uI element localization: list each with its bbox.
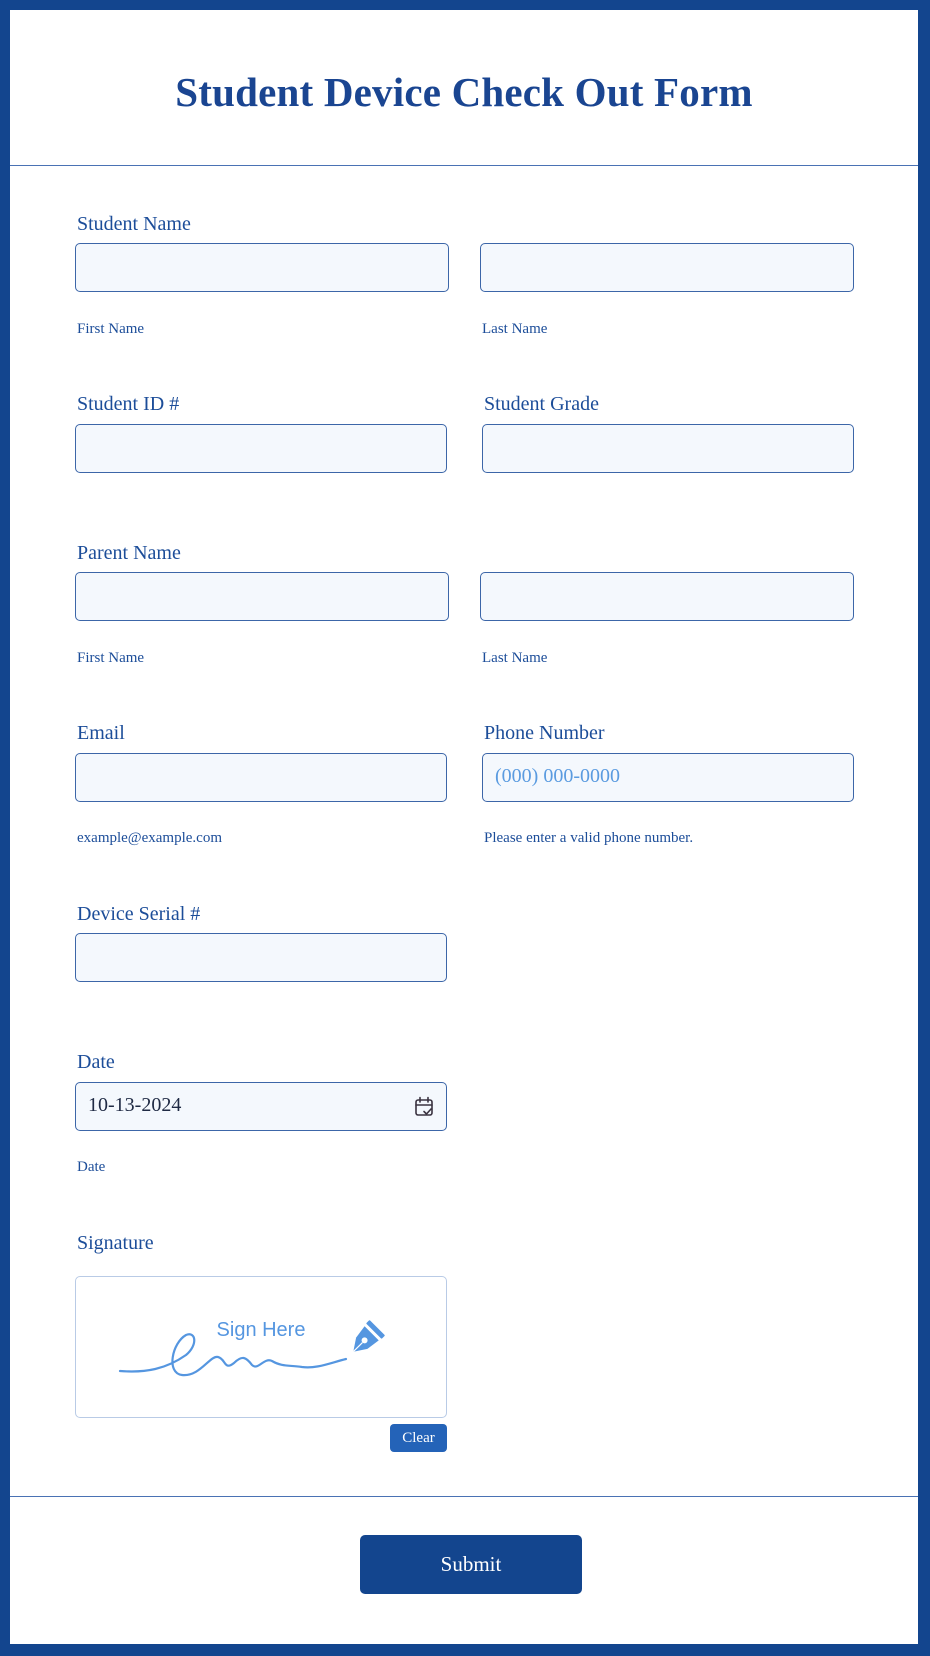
- clear-signature-button[interactable]: Clear: [390, 1424, 447, 1452]
- student-id-input[interactable]: [75, 424, 447, 473]
- email-input[interactable]: [75, 753, 447, 802]
- email-label: Email: [77, 722, 125, 744]
- date-sublabel: Date: [77, 1159, 106, 1175]
- phone-placeholder: (000) 000-0000: [495, 765, 620, 787]
- phone-sublabel: Please enter a valid phone number.: [484, 830, 694, 846]
- parent-last-name-sublabel: Last Name: [482, 650, 548, 666]
- date-input[interactable]: [75, 1082, 447, 1131]
- submit-button[interactable]: Submit: [360, 1535, 582, 1594]
- date-label: Date: [77, 1051, 115, 1073]
- signature-label: Signature: [77, 1232, 154, 1254]
- student-grade-label: Student Grade: [484, 393, 599, 415]
- student-first-name-input[interactable]: [75, 243, 449, 292]
- device-serial-input[interactable]: [75, 933, 447, 982]
- form-header: [10, 10, 918, 166]
- date-value: 10-13-2024: [88, 1094, 182, 1116]
- sign-here-text: Sign Here: [216, 1319, 306, 1341]
- page-title: Student Device Check Out Form: [175, 69, 753, 115]
- parent-name-label: Parent Name: [77, 542, 181, 564]
- parent-first-name-sublabel: First Name: [77, 650, 145, 666]
- signature-illustration: [76, 1277, 448, 1419]
- signature-pad[interactable]: [75, 1276, 447, 1418]
- phone-label: Phone Number: [484, 722, 605, 744]
- footer-divider: [10, 1496, 918, 1497]
- parent-first-name-input[interactable]: [75, 572, 449, 621]
- student-name-label: Student Name: [77, 213, 191, 235]
- student-first-name-sublabel: First Name: [77, 321, 145, 337]
- email-sublabel: example@example.com: [77, 830, 223, 846]
- student-id-label: Student ID #: [77, 393, 180, 415]
- student-last-name-sublabel: Last Name: [482, 321, 548, 337]
- calendar-check-icon[interactable]: [414, 1096, 434, 1118]
- student-grade-input[interactable]: [482, 424, 854, 473]
- phone-input[interactable]: [482, 753, 854, 802]
- parent-last-name-input[interactable]: [480, 572, 854, 621]
- student-last-name-input[interactable]: [480, 243, 854, 292]
- device-serial-label: Device Serial #: [77, 903, 201, 925]
